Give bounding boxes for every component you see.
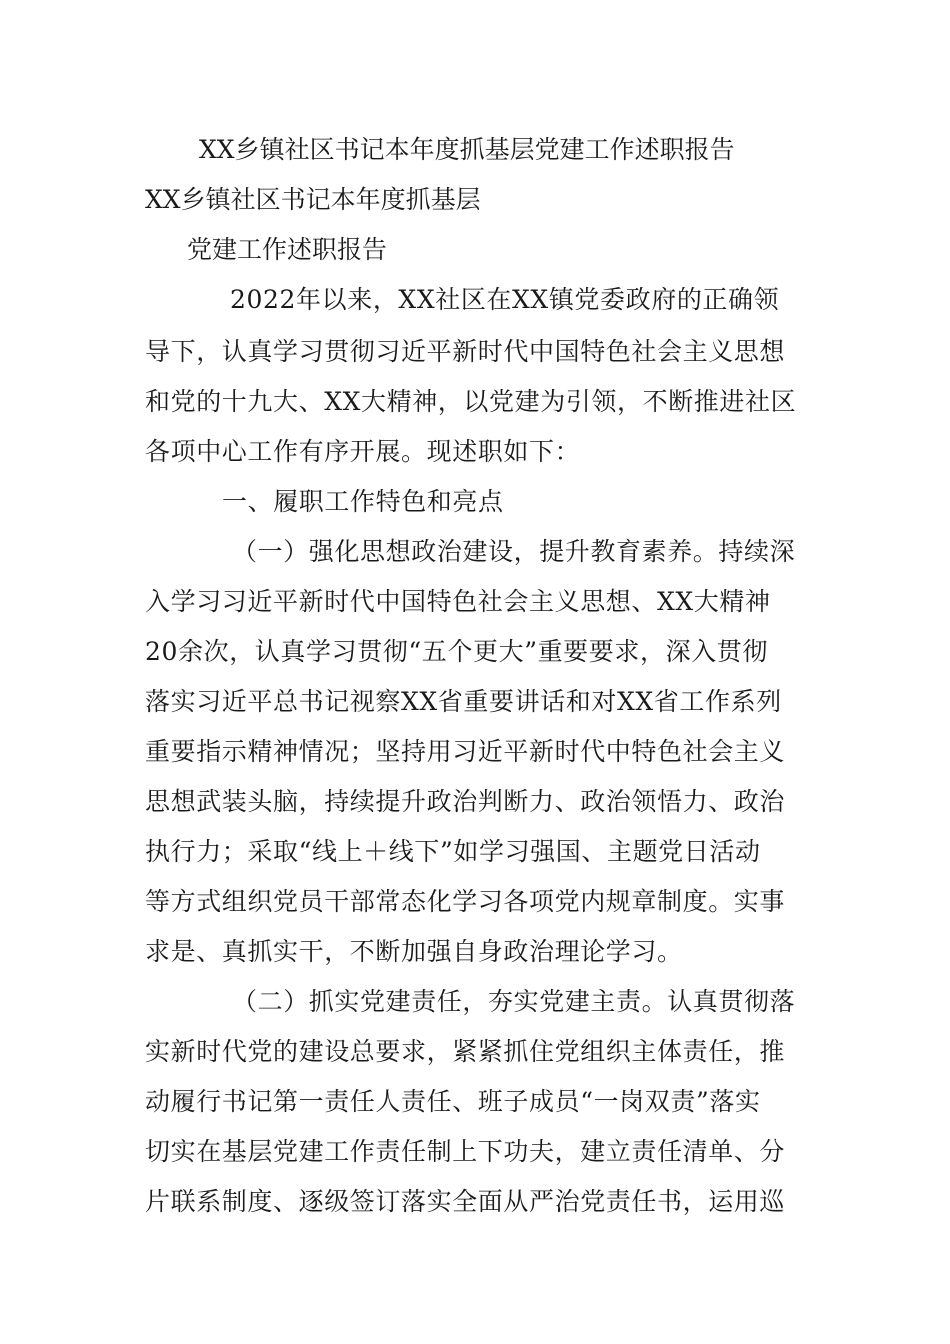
document-subtitle-line-2: 党建工作述职报告	[187, 235, 388, 264]
body-line: 实新时代党的建设总要求，紧紧抓住党组织主体责任，推	[145, 1037, 786, 1066]
body-line: 重要指示精神情况；坚持用习近平新时代中特色社会主义	[145, 737, 786, 766]
body-line: 入学习习近平新时代中国特色社会主义思想、XX大精神	[145, 587, 771, 616]
body-line: 切实在基层党建工作责任制上下功夫，建立责任清单、分	[145, 1137, 786, 1166]
body-line: 求是、真抓实干，不断加强自身政治理论学习。	[145, 937, 683, 966]
body-line: 执行力；采取“线上＋线下”如学习强国、主题党日活动	[145, 837, 761, 866]
body-line: 2022年以来，XX社区在XX镇党委政府的正确领	[230, 285, 780, 314]
body-line: 和党的十九大、XX大精神，以党建为引领，不断推进社区	[145, 387, 797, 416]
body-line: 导下，认真学习贯彻习近平新时代中国特色社会主义思想	[145, 337, 786, 366]
body-line: 思想武装头脑，持续提升政治判断力、政治领悟力、政治	[145, 787, 786, 816]
body-line: 动履行书记第一责任人责任、班子成员“一岗双责”落实	[145, 1087, 761, 1116]
section-heading: 一、履职工作特色和亮点	[222, 487, 504, 516]
body-line: （二）抓实党建责任，夯实党建主责。认真贯彻落	[232, 987, 796, 1016]
body-line: 落实习近平总书记视察XX省重要讲话和对XX省工作系列	[145, 687, 782, 716]
body-line: 各项中心工作有序开展。现述职如下：	[145, 437, 581, 466]
body-line: 20余次，认真学习贯彻“五个更大”重要要求，深入贯彻	[145, 637, 768, 666]
body-line: 片联系制度、逐级签订落实全面从严治党责任书，运用巡	[145, 1187, 786, 1216]
body-line: （一）强化思想政治建设，提升教育素养。持续深	[232, 537, 796, 566]
document-title: XX乡镇社区书记本年度抓基层党建工作述职报告	[199, 135, 735, 164]
document-subtitle-line-1: XX乡镇社区书记本年度抓基层	[145, 185, 481, 214]
body-line: 等方式组织党员干部常态化学习各项党内规章制度。实事	[145, 887, 786, 916]
